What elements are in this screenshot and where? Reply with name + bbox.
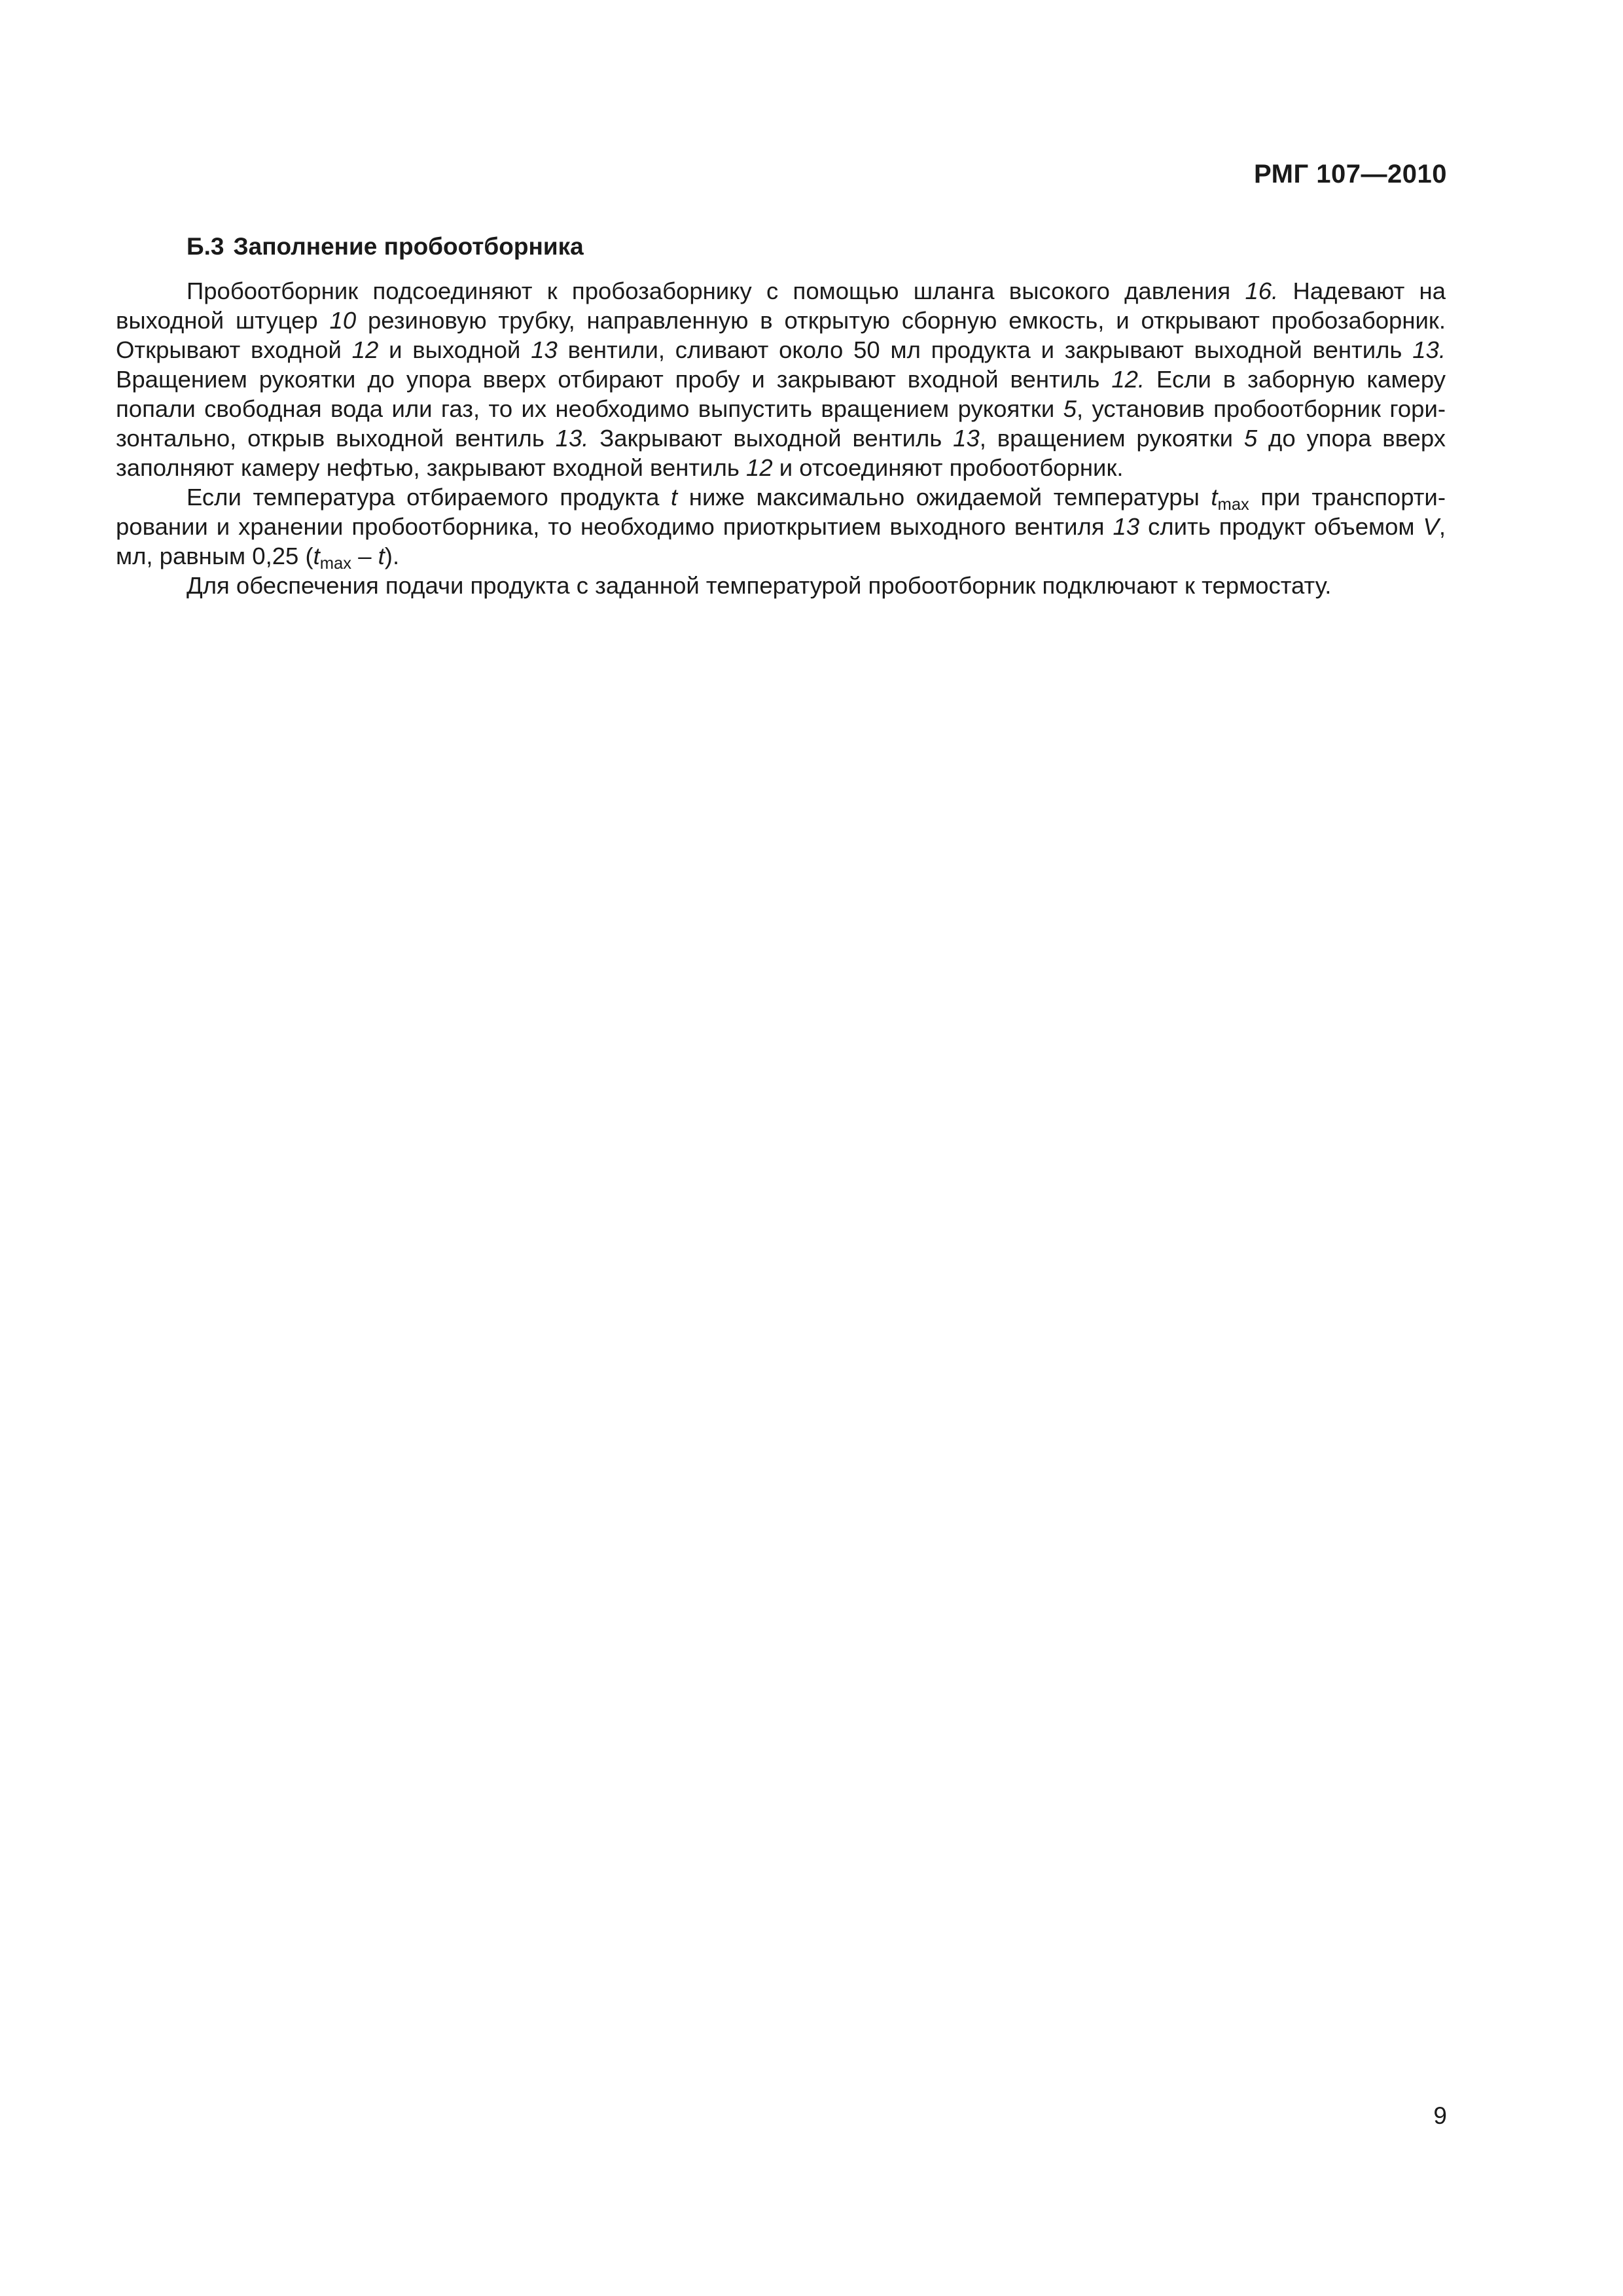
variable: t	[671, 484, 678, 511]
text-run: , мл, равным 0,25 (	[116, 513, 1446, 569]
text-run: резиновую трубку, направленную в открытую сборную емкость, и открывают пробозаборник. Открывают входной	[116, 307, 1446, 363]
text-run: ).	[384, 543, 400, 569]
text-run: Закрывают выходной вентиль	[588, 425, 954, 452]
item-ref: 13	[1113, 513, 1140, 540]
paragraph-3: Для обеспечения подачи продукта с заданной температурой пробоотборник подключают к термостату.	[187, 572, 1332, 599]
item-ref: 5	[1063, 395, 1077, 422]
text-run: –	[351, 543, 378, 569]
item-ref: 10	[329, 307, 357, 334]
page-number: 9	[1433, 2102, 1447, 2129]
document-code: РМГ 107—2010	[1254, 160, 1447, 188]
text-run: ниже максимально ожидаемой температуры	[677, 484, 1211, 511]
text-run: Вращением рукоятки до упора вверх отбирают пробу и закрывают входной вентиль	[116, 366, 1112, 393]
item-ref: 13.	[555, 425, 589, 452]
subscript: max	[1217, 495, 1249, 514]
item-ref: 12	[746, 454, 773, 481]
variable: t	[378, 543, 385, 569]
item-ref: 12	[351, 336, 379, 363]
text-run: вентили, сливают около 50 мл продукта и закрывают выходной вентиль	[557, 336, 1413, 363]
text-run: , установив пробоотборник горизонтально, открыв выходной вентиль	[116, 395, 1446, 452]
document-body	[116, 232, 1446, 600]
text-run: Надевают на выходной штуцер	[116, 278, 1446, 334]
text-run: , вращением рукоятки	[979, 425, 1244, 452]
text-run: слить продукт объемом	[1139, 513, 1423, 540]
text-run: и выходной	[378, 336, 531, 363]
item-ref: 12.	[1111, 366, 1145, 393]
item-ref: 16.	[1245, 278, 1279, 304]
item-ref: 5	[1243, 425, 1258, 452]
section-heading	[116, 232, 1446, 261]
section-title: Заполнение пробоотборника	[233, 233, 584, 260]
item-ref: 13.	[1412, 336, 1446, 363]
text-run: Пробоотборник подсоединяют к пробозаборнику с помощью шланга высокого давления	[187, 278, 1245, 304]
text-run: Если в заборную камеру попали свободная вода или газ, то их необходимо выпустить вращением рукоятки	[116, 366, 1446, 422]
text-run: до упора вверх заполняют камеру нефтью, закрывают входной вентиль	[116, 425, 1446, 481]
text-run: и отсоединяют пробоотборник.	[772, 454, 1124, 481]
variable: V	[1423, 513, 1439, 540]
item-ref: 13	[531, 336, 558, 363]
text-run: при транспортировании и хранении пробоотборника, то необходимо приоткрытием выходного вентиля	[116, 484, 1446, 540]
variable: t	[1211, 484, 1218, 511]
variable: t	[313, 543, 320, 569]
paragraph-1	[116, 276, 1446, 482]
paragraph-2	[116, 482, 1446, 571]
text-run: Если температура отбираемого продукта	[187, 484, 671, 511]
section-number: Б.3	[187, 233, 224, 260]
item-ref: 13	[953, 425, 980, 452]
subscript: max	[319, 554, 352, 573]
